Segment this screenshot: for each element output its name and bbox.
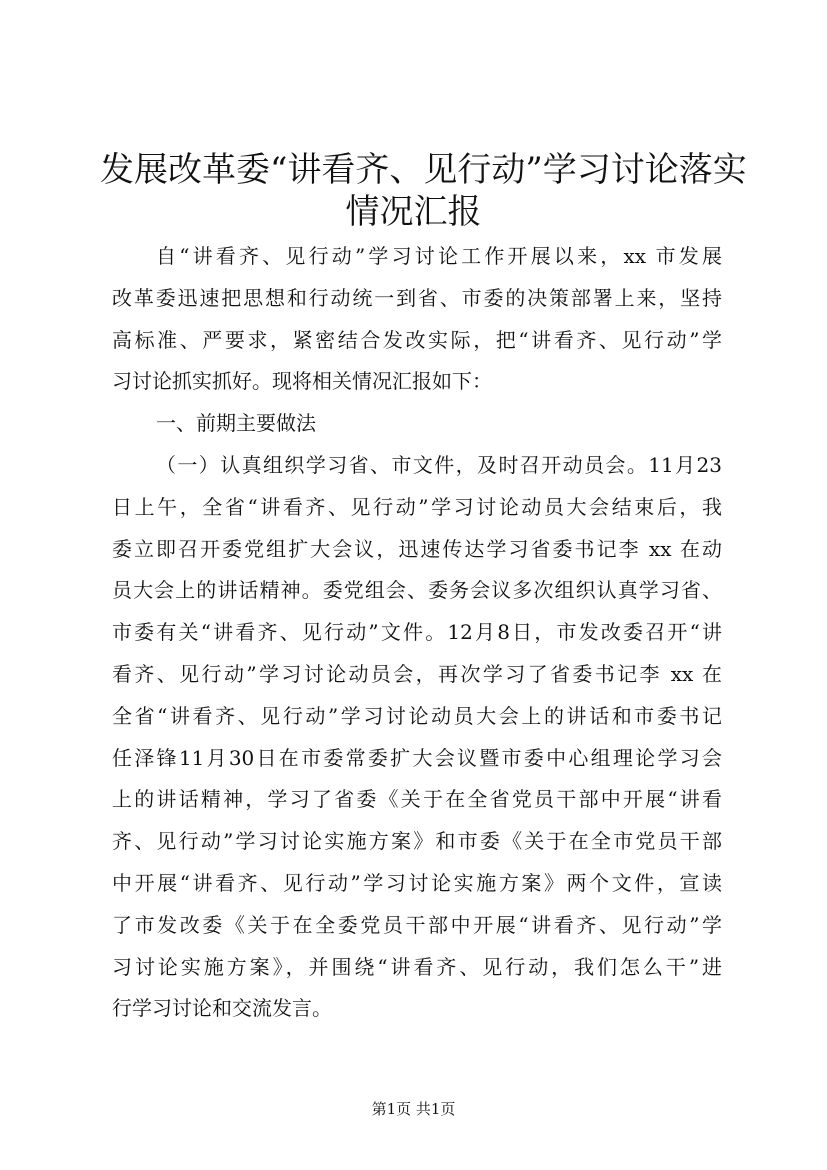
paragraph-line: 员大会上的讲话精神。委党组会、委务会议多次组织认真学习省、 (112, 578, 722, 603)
page-footer: 第1页 共1页 (371, 1100, 456, 1118)
document-body (112, 236, 722, 1030)
paragraph-line: 自“讲看齐、见行动”学习讨论工作开展以来，xx 市发展 (156, 244, 722, 268)
paragraph-line: 日上午，全省“讲看齐、见行动”学习讨论动员大会结束后，我 (112, 494, 722, 519)
paragraph-line: 行学习讨论和交流发言。 (112, 996, 332, 1021)
document-title-line-2: 情况汇报 (345, 192, 482, 232)
section-heading: 一、前期主要做法 (156, 411, 316, 436)
paragraph-line: 高标准、严要求，紧密结合发改实际，把“讲看齐、见行动”学 (112, 327, 722, 352)
paragraph-line: 任泽锋11月30日在市委常委扩大会议暨市委中心组理论学习会 (112, 745, 722, 770)
document-title-line-1: 发展改革委“讲看齐、见行动”学习讨论落实 (100, 150, 747, 190)
paragraph-line: 中开展“讲看齐、见行动”学习讨论实施方案》两个文件，宣读 (112, 870, 722, 895)
paragraph-line: （一）认真组织学习省、市文件，及时召开动员会。11月23 (156, 452, 722, 477)
paragraph-line: 习讨论抓实抓好。现将相关情况汇报如下： (112, 369, 492, 394)
paragraph-line: 看齐、见行动”学习讨论动员会，再次学习了省委书记李 xx 在 (112, 661, 722, 686)
paragraph-line: 市委有关“讲看齐、见行动”文件。12月8日，市发改委召开“讲 (112, 620, 722, 645)
paragraph-line: 全省“讲看齐、见行动”学习讨论动员大会上的讲话和市委书记 (112, 703, 722, 728)
paragraph-line: 委立即召开委党组扩大会议，迅速传达学习省委书记李 xx 在动 (112, 536, 722, 561)
paragraph-line: 上的讲话精神，学习了省委《关于在全省党员干部中开展“讲看 (112, 787, 722, 812)
paragraph-line: 了市发改委《关于在全委党员干部中开展“讲看齐、见行动”学 (112, 912, 722, 937)
paragraph-line: 齐、见行动”学习讨论实施方案》和市委《关于在全市党员干部 (112, 829, 722, 854)
paragraph-line: 改革委迅速把思想和行动统一到省、市委的决策部署上来，坚持 (112, 285, 722, 310)
paragraph-line: 习讨论实施方案》，并围绕“讲看齐、见行动，我们怎么干”进 (112, 954, 722, 979)
